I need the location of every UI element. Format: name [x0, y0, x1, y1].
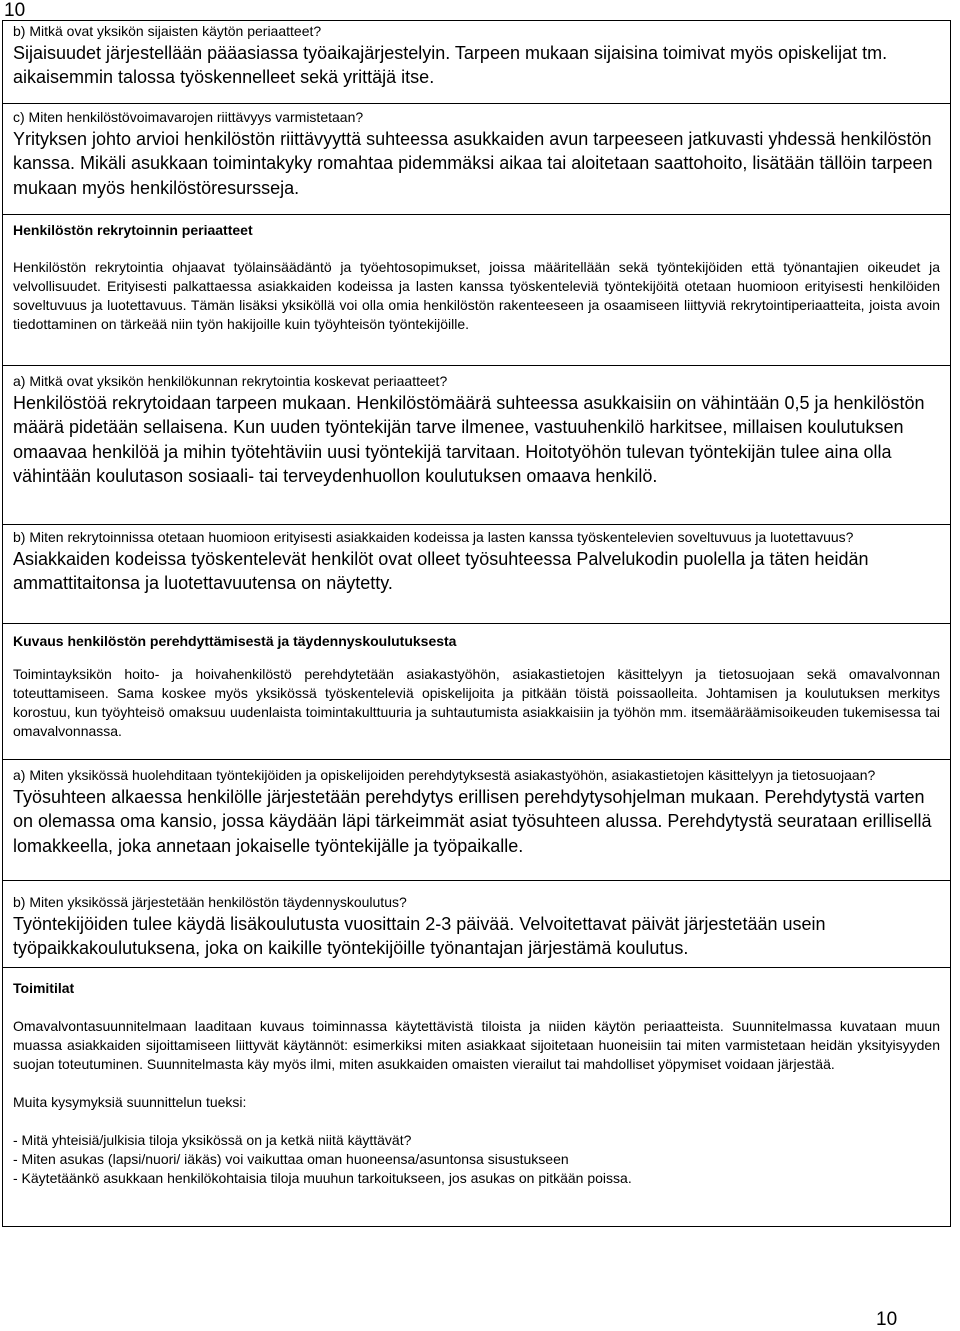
body-facilities: Omavalvontasuunnitelmaan laaditaan kuvaus toiminnassa käytettävistä tiloista ja niiden käytön periaatteista. Suunnitelmassa kuvataan muun muassa asiakkaiden sijoittamiseen liittyvät käytännöt: esimerkiksi miten asiakkaat sijoitetaan huoneisiin tai miten varmistetaan heidän yksityisyyden suojan toteutuminen. Suunnitelmasta käy myös ilmi, miten asukkaiden omaisten vierailut tai mahdolliset yöpymiset voidaan järjestää.	[13, 1018, 940, 1072]
question-staff-sufficiency: c) Miten henkilöstövoimavarojen riittävyys varmistetaan?	[13, 109, 364, 125]
list-item: - Miten asukas (lapsi/nuori/ iäkäs) voi vaikuttaa oman huoneensa/asuntonsa sisustukseen	[13, 1151, 569, 1167]
list-item: - Mitä yhteisiä/julkisia tiloja yksikössä on ja ketkä niitä käyttävät?	[13, 1132, 412, 1148]
answer-substitutes: Sijaisuudet järjestellään pääasiassa työaikajärjestelyin. Tarpeen mukaan sijaisina toimivat myös opiskelijat tm. aikaisemmin talossa työskennelleet sekä yrittäjä itse.	[13, 42, 888, 87]
answer-recruitment-practice: Henkilöstöä rekrytoidaan tarpeen mukaan. Henkilöstömäärä suhteessa asukkaisiin on vähintään 0,5 ja henkilöstön määrä pidetään sellaisena. Kun uuden työntekijän tarve ilmenee, vastuuhenkilö harkitsee, millaisen koulutuksen omaavaa henkilöä ja mihin työtehtäviin uusi työntekijä tarvitaan. Hoitotyöhön tulevan työntekijän tulee aina olla vähintään koulutason sosiaali- tai terveydenhuollon koulutuksen omaava henkilö.	[13, 392, 925, 486]
page-number-bottom: 10	[876, 1309, 898, 1330]
support-questions-list	[13, 1131, 940, 1188]
section-orientation-training	[2, 623, 951, 760]
answer-suitability: Asiakkaiden kodeissa työskentelevät henkilöt ovat olleet työsuhteessa Palvelukodin puolella ja täten heidän ammattitaitonsa ja luotettavuutensa on näytetty.	[13, 548, 869, 593]
heading-recruitment-principles: Henkilöstön rekrytoinnin periaatteet	[13, 222, 253, 238]
question-orientation: a) Miten yksikössä huolehditaan työntekijöiden ja opiskelijoiden perehdytyksestä asiakastyöhön, asiakastietojen käsittelyyn ja tietosuojaan?	[13, 767, 876, 783]
heading-facilities: Toimitilat	[13, 980, 75, 996]
support-questions-title: Muita kysymyksiä suunnittelun tueksi:	[13, 1094, 247, 1110]
body-recruitment-principles: Henkilöstön rekrytointia ohjaavat työlainsäädäntö ja työehtosopimukset, joissa määritellään sekä työntekijöiden että työnantajien oikeudet ja velvollisuudet. Erityisesti palkattaessa asiakkaiden kodeissa ja lasten kanssa työskenteleviä työntekijöitä otetaan huomioon erityisesti henkilöiden soveltuvuus ja luotettavuus. Tämän lisäksi yksiköllä voi olla omia henkilöstön rakenteeseen ja osaamiseen liittyviä rekrytointiperiaatteita, joista avoin tiedottaminen on tärkeää niin työn hakijoille kuin työyhteisön työntekijöille.	[13, 259, 940, 332]
section-substitutes	[2, 20, 951, 104]
question-continuing-education: b) Miten yksikössä järjestetään henkilöstön täydennyskoulutus?	[13, 894, 407, 910]
section-recruitment-practice	[2, 365, 951, 525]
section-recruitment-principles	[2, 214, 951, 366]
heading-orientation-training: Kuvaus henkilöstön perehdyttämisestä ja täydennyskoulutuksesta	[13, 633, 457, 649]
question-suitability: b) Miten rekrytoinnissa otetaan huomioon erityisesti asiakkaiden kodeissa ja lasten kanssa työskentelevien soveltuvuus ja luotettavuus?	[13, 529, 854, 545]
list-item: - Käytetäänkö asukkaan henkilökohtaisia tiloja muuhun tarkoitukseen, jos asukas on pitkään poissa.	[13, 1170, 632, 1186]
page-number-top: 10	[4, 0, 26, 21]
answer-continuing-education: Työntekijöiden tulee käydä lisäkoulutusta vuosittain 2-3 päivää. Velvoitettavat päivät järjestetään usein työpaikkakoulutuksena, joka on kaikille työntekijöille työnantajan järjestämä koulutus.	[13, 913, 826, 958]
question-substitutes: b) Mitkä ovat yksikön sijaisten käytön periaatteet?	[13, 23, 322, 39]
section-continuing-education	[2, 880, 951, 968]
section-orientation	[2, 759, 951, 881]
question-recruitment-practice: a) Mitkä ovat yksikön henkilökunnan rekrytointia koskevat periaatteet?	[13, 373, 448, 389]
answer-orientation: Työsuhteen alkaessa henkilölle järjestetään perehdytys erillisen perehdytysohjelman mukaan. Perehdytystä varten on olemassa oma kansio, jossa käydään läpi tärkeimmät asiat työsuhteen alussa. Perehdytystä seurataan erillisellä lomakkeella, joka annetaan jokaiselle työntekijälle ja työpaikalle.	[13, 786, 932, 856]
section-staff-sufficiency	[2, 103, 951, 215]
section-suitability	[2, 524, 951, 624]
body-orientation-training: Toimintayksikön hoito- ja hoivahenkilöstö perehdytetään asiakastyöhön, asiakastietojen käsittelyyn ja tietosuojaan sekä omavalvonnan toteuttamiseen. Sama koskee myös yksikössä työskenteleviä opiskelijoita ja pitkään töistä poissaolleita. Johtamisen ja koulutuksen merkitys korostuu, kun työyhteisö omaksuu uudenlaista toimintakulttuuria ja suhtautumista asiakkaisiin ja työhön mm. itsemääräämisoikeuden tukemisessa tai omavalvonnassa.	[13, 666, 940, 739]
section-facilities	[2, 967, 951, 1227]
answer-staff-sufficiency: Yrityksen johto arvioi henkilöstön riittävyyttä suhteessa asukkaiden avun tarpeeseen jatkuvasti yhdessä henkilöstön kanssa. Mikäli asukkaan toimintakyky romahtaa pidemmäksi aikaa tai aloitetaan saattohoito, lisätään tällöin tarpeen mukaan myös henkilöstöresursseja.	[13, 128, 933, 198]
